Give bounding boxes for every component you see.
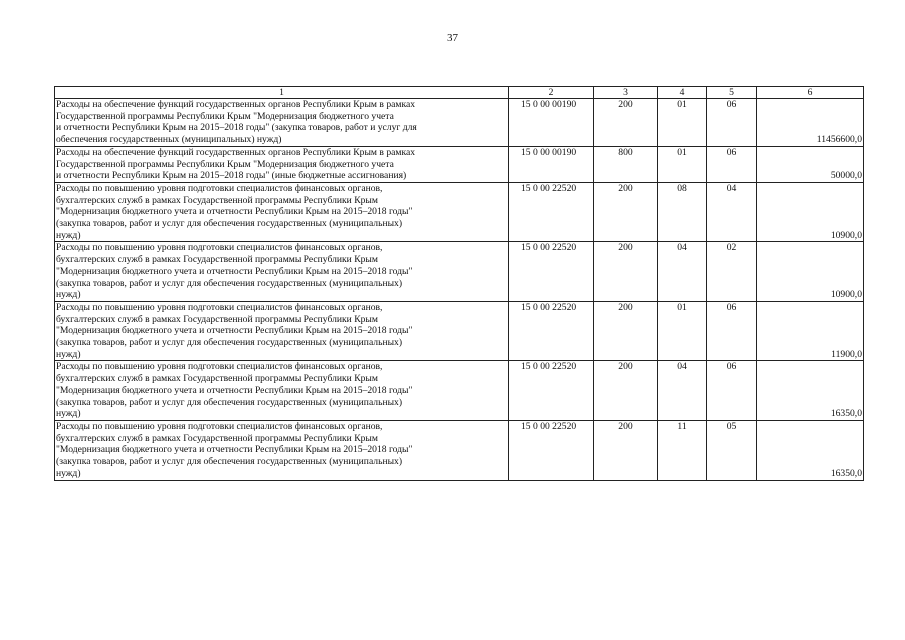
type-cell: 200 bbox=[594, 420, 658, 480]
subsection-cell: 05 bbox=[707, 420, 757, 480]
code-cell: 15 0 00 00190 bbox=[509, 146, 594, 182]
description-line: Расходы по повышению уровня подготовки специалистов финансовых органов, bbox=[56, 182, 383, 194]
description-cell bbox=[55, 420, 509, 480]
section-cell: 04 bbox=[658, 361, 707, 421]
description-line: (закупка товаров, работ и услуг для обеспечения государственных (муниципальных) bbox=[56, 396, 403, 408]
type-cell: 200 bbox=[594, 361, 658, 421]
subsection-cell: 06 bbox=[707, 361, 757, 421]
amount-cell: 11900,0 bbox=[757, 301, 864, 361]
amount-cell: 16350,0 bbox=[757, 361, 864, 421]
type-cell: 200 bbox=[594, 182, 658, 242]
description-line: (закупка товаров, работ и услуг для обеспечения государственных (муниципальных) bbox=[56, 337, 403, 349]
amount-cell: 50000,0 bbox=[757, 146, 864, 182]
section-cell: 01 bbox=[658, 146, 707, 182]
amount-cell: 11456600,0 bbox=[757, 99, 864, 147]
description-line: Государственной программы Республики Крым "Модернизация бюджетного учета bbox=[56, 158, 394, 170]
description-line: и отчетности Республики Крым на 2015–2018 годы" (закупка товаров, работ и услуг для bbox=[56, 122, 417, 134]
section-cell: 01 bbox=[658, 99, 707, 147]
section-cell: 01 bbox=[658, 301, 707, 361]
description-line: бухгалтерских служб в рамках Государственной программы Республики Крым bbox=[56, 194, 378, 206]
code-cell: 15 0 00 22520 bbox=[509, 301, 594, 361]
budget-table bbox=[54, 86, 864, 481]
description-line: нужд) bbox=[56, 348, 81, 360]
description-line: "Модернизация бюджетного учета и отчетности Республики Крым на 2015–2018 годы" bbox=[56, 325, 413, 337]
code-cell: 15 0 00 22520 bbox=[509, 242, 594, 302]
header-cell-2: 2 bbox=[509, 87, 594, 99]
description-line: бухгалтерских служб в рамках Государственной программы Республики Крым bbox=[56, 373, 378, 385]
description-line: (закупка товаров, работ и услуг для обеспечения государственных (муниципальных) bbox=[56, 277, 403, 289]
section-cell: 11 bbox=[658, 420, 707, 480]
type-cell: 200 bbox=[594, 301, 658, 361]
description-line: обеспечения государственных (муниципальных) нужд) bbox=[56, 134, 282, 146]
table-row bbox=[55, 301, 864, 361]
header-cell-3: 3 bbox=[594, 87, 658, 99]
type-cell: 200 bbox=[594, 99, 658, 147]
description-line: "Модернизация бюджетного учета и отчетности Республики Крым на 2015–2018 годы" bbox=[56, 384, 413, 396]
type-cell: 200 bbox=[594, 242, 658, 302]
description-line: нужд) bbox=[56, 229, 81, 241]
description-line: бухгалтерских служб в рамках Государственной программы Республики Крым bbox=[56, 313, 378, 325]
description-line: Расходы по повышению уровня подготовки специалистов финансовых органов, bbox=[56, 301, 383, 313]
description-cell bbox=[55, 242, 509, 302]
subsection-cell: 06 bbox=[707, 99, 757, 147]
header-cell-6: 6 bbox=[757, 87, 864, 99]
description-line: бухгалтерских служб в рамках Государственной программы Республики Крым bbox=[56, 254, 378, 266]
table-row bbox=[55, 182, 864, 242]
type-cell: 800 bbox=[594, 146, 658, 182]
code-cell: 15 0 00 22520 bbox=[509, 182, 594, 242]
description-cell bbox=[55, 146, 509, 182]
description-line: Расходы по повышению уровня подготовки специалистов финансовых органов, bbox=[56, 242, 383, 254]
table-row bbox=[55, 420, 864, 480]
subsection-cell: 02 bbox=[707, 242, 757, 302]
description-line: (закупка товаров, работ и услуг для обеспечения государственных (муниципальных) bbox=[56, 456, 403, 468]
description-line: нужд) bbox=[56, 408, 81, 420]
description-cell bbox=[55, 361, 509, 421]
table-row bbox=[55, 361, 864, 421]
section-cell: 08 bbox=[658, 182, 707, 242]
description-line: и отчетности Республики Крым на 2015–2018 годы" (иные бюджетные ассигнования) bbox=[56, 170, 407, 182]
description-line: Расходы на обеспечение функций государственных органов Республики Крым в рамках bbox=[56, 146, 416, 158]
amount-cell: 10900,0 bbox=[757, 182, 864, 242]
description-line: "Модернизация бюджетного учета и отчетности Республики Крым на 2015–2018 годы" bbox=[56, 444, 413, 456]
table-header-row bbox=[55, 87, 864, 99]
description-cell bbox=[55, 182, 509, 242]
code-cell: 15 0 00 00190 bbox=[509, 99, 594, 147]
description-line: Расходы по повышению уровня подготовки специалистов финансовых органов, bbox=[56, 361, 383, 373]
description-line: нужд) bbox=[56, 467, 81, 479]
description-line: (закупка товаров, работ и услуг для обеспечения государственных (муниципальных) bbox=[56, 218, 403, 230]
header-cell-1: 1 bbox=[55, 87, 509, 99]
table-row bbox=[55, 146, 864, 182]
section-cell: 04 bbox=[658, 242, 707, 302]
header-cell-4: 4 bbox=[658, 87, 707, 99]
table-row bbox=[55, 99, 864, 147]
page-number: 37 bbox=[447, 32, 458, 44]
table-row bbox=[55, 242, 864, 302]
description-line: бухгалтерских служб в рамках Государственной программы Республики Крым bbox=[56, 432, 378, 444]
description-line: "Модернизация бюджетного учета и отчетности Республики Крым на 2015–2018 годы" bbox=[56, 265, 413, 277]
description-cell bbox=[55, 301, 509, 361]
description-cell bbox=[55, 99, 509, 147]
description-line: Расходы на обеспечение функций государственных органов Республики Крым в рамках bbox=[56, 99, 416, 110]
description-line: Государственной программы Республики Крым "Модернизация бюджетного учета bbox=[56, 110, 394, 122]
amount-cell: 10900,0 bbox=[757, 242, 864, 302]
amount-cell: 16350,0 bbox=[757, 420, 864, 480]
description-line: нужд) bbox=[56, 289, 81, 301]
description-line: "Модернизация бюджетного учета и отчетности Республики Крым на 2015–2018 годы" bbox=[56, 206, 413, 218]
subsection-cell: 06 bbox=[707, 301, 757, 361]
header-cell-5: 5 bbox=[707, 87, 757, 99]
subsection-cell: 04 bbox=[707, 182, 757, 242]
description-line: Расходы по повышению уровня подготовки специалистов финансовых органов, bbox=[56, 420, 383, 432]
code-cell: 15 0 00 22520 bbox=[509, 361, 594, 421]
subsection-cell: 06 bbox=[707, 146, 757, 182]
code-cell: 15 0 00 22520 bbox=[509, 420, 594, 480]
